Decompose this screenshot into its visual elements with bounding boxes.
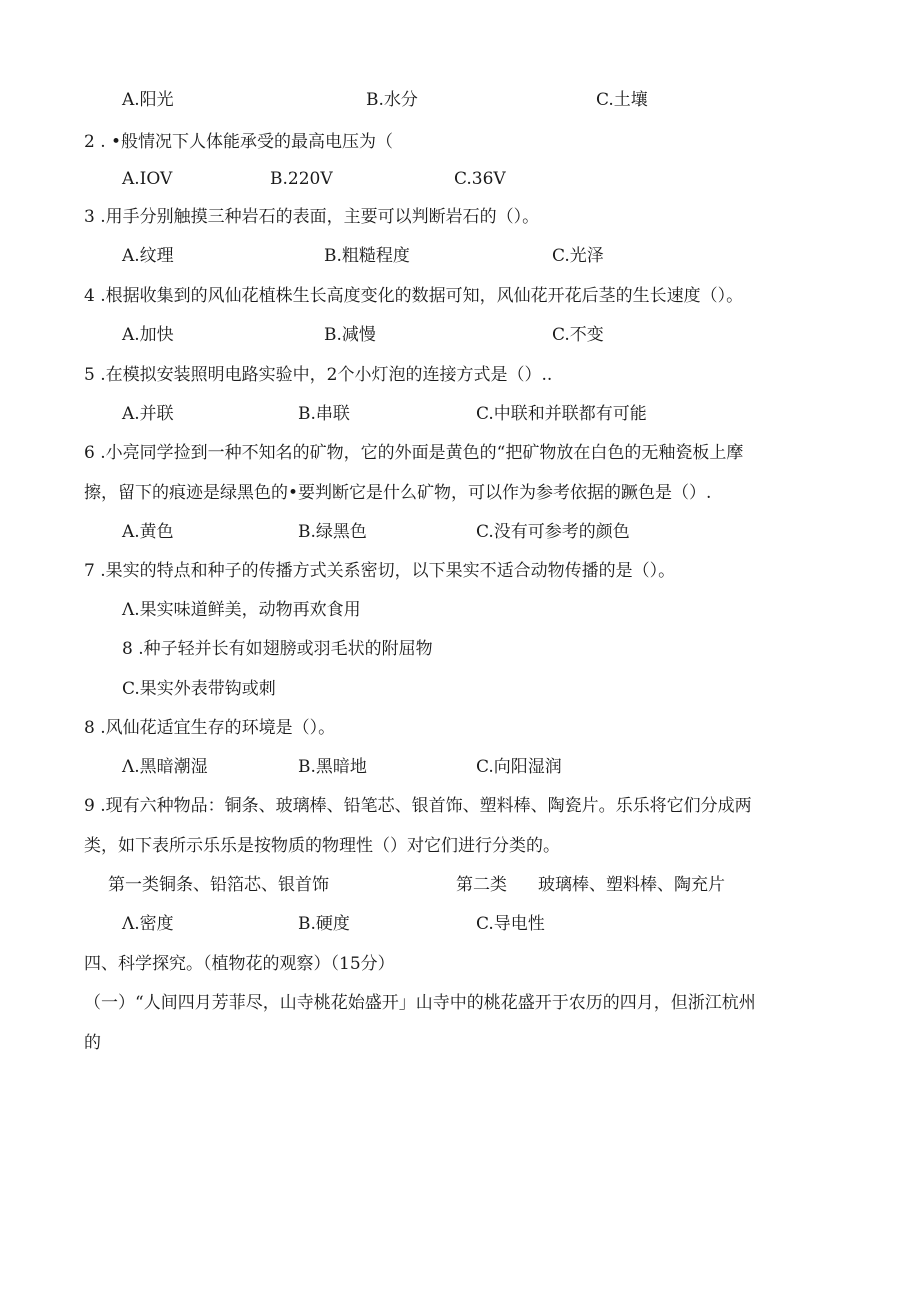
q6-option-b: B.绿黑色 bbox=[298, 522, 367, 542]
question-9-line-2: 类，如下表所示乐乐是按物质的物理性（）对它们进行分类的。 bbox=[84, 836, 560, 856]
q2-option-a: A.IOV bbox=[122, 169, 173, 189]
q7-option-b: 8 .种子轻并长有如翅膀或羽毛状的附屈物 bbox=[122, 639, 433, 659]
question-4: 4 .根据收集到的风仙花植株生长高度变化的数据可知，风仙花开花后茎的生长速度（）。 bbox=[84, 286, 744, 306]
q9-option-c: C.导电性 bbox=[476, 914, 545, 934]
q2-option-b: B.220V bbox=[270, 169, 333, 189]
section-passage-line-1: （一）“人间四月芳菲尽，山寺桃花始盛开」山寺中的桃花盛开于农历的四月，但浙江杭州 bbox=[84, 993, 756, 1013]
q1-option-b: B.水分 bbox=[366, 90, 418, 110]
section-passage-line-2: 的 bbox=[84, 1033, 101, 1053]
section-heading: 四、科学探究。（植物花的观察）（15分） bbox=[84, 954, 395, 974]
q4-option-a: A.加快 bbox=[122, 325, 174, 345]
q9-table-class-2-label: 第二类 bbox=[456, 875, 507, 895]
question-6-line-2: 擦，留下的痕迹是绿黑色的•要判断它是什么矿物，可以作为参考依据的蹶色是（）. bbox=[84, 483, 712, 503]
question-3: 3 .用手分别触摸三种岩石的表面，主要可以判断岩石的（）。 bbox=[84, 207, 540, 227]
q7-option-c: C.果实外表带钩或刺 bbox=[122, 679, 276, 699]
question-5: 5 .在模拟安装照明电路实验中，2个小灯泡的连接方式是（）.. bbox=[84, 365, 553, 385]
q4-option-c: C.不变 bbox=[552, 325, 604, 345]
q7-option-a: Λ.果实味道鲜美，动物再欢食用 bbox=[122, 600, 361, 620]
q3-option-b: B.粗糙程度 bbox=[324, 246, 410, 266]
question-6-line-1: 6 .小亮同学捡到一种不知名的矿物，它的外面是黄色的“把矿物放在白色的无釉瓷板上摩 bbox=[84, 443, 744, 463]
q1-option-a: A.阳光 bbox=[122, 90, 174, 110]
q1-option-c: C.土壤 bbox=[596, 90, 648, 110]
q3-option-a: A.纹理 bbox=[122, 246, 174, 266]
q9-table-class-1: 第一类铜条、铅箔芯、银首饰 bbox=[108, 875, 329, 895]
q6-option-a: A.黄色 bbox=[122, 522, 174, 542]
q5-option-b: B.串联 bbox=[298, 404, 350, 424]
q5-option-c: C.中联和并联都有可能 bbox=[476, 404, 647, 424]
q4-option-b: B.减慢 bbox=[324, 325, 376, 345]
q9-option-b: B.硬度 bbox=[298, 914, 350, 934]
question-9-line-1: 9 .现有六种物品：铜条、玻璃棒、铅笔芯、银首饰、塑料棒、陶瓷片。乐乐将它们分成两 bbox=[84, 796, 752, 816]
q8-option-b: B.黑暗地 bbox=[298, 757, 367, 777]
q8-option-a: Λ.黑暗潮湿 bbox=[122, 757, 208, 777]
q8-option-c: C.向阳湿润 bbox=[476, 757, 562, 777]
q5-option-a: A.并联 bbox=[122, 404, 174, 424]
q3-option-c: C.光泽 bbox=[552, 246, 604, 266]
question-8: 8 .风仙花适宜生存的环境是（）。 bbox=[84, 718, 336, 738]
q2-option-c: C.36V bbox=[454, 169, 506, 189]
q9-table-class-2-items: 玻璃棒、塑料棒、陶充片 bbox=[538, 875, 725, 895]
question-2: 2 . •般情况下人体能承受的最高电压为（ bbox=[84, 132, 394, 152]
question-7: 7 .果实的特点和种子的传播方式关系密切，以下果实不适合动物传播的是（）。 bbox=[84, 561, 676, 581]
q9-option-a: Λ.密度 bbox=[122, 914, 174, 934]
q6-option-c: C.没有可参考的颜色 bbox=[476, 522, 630, 542]
